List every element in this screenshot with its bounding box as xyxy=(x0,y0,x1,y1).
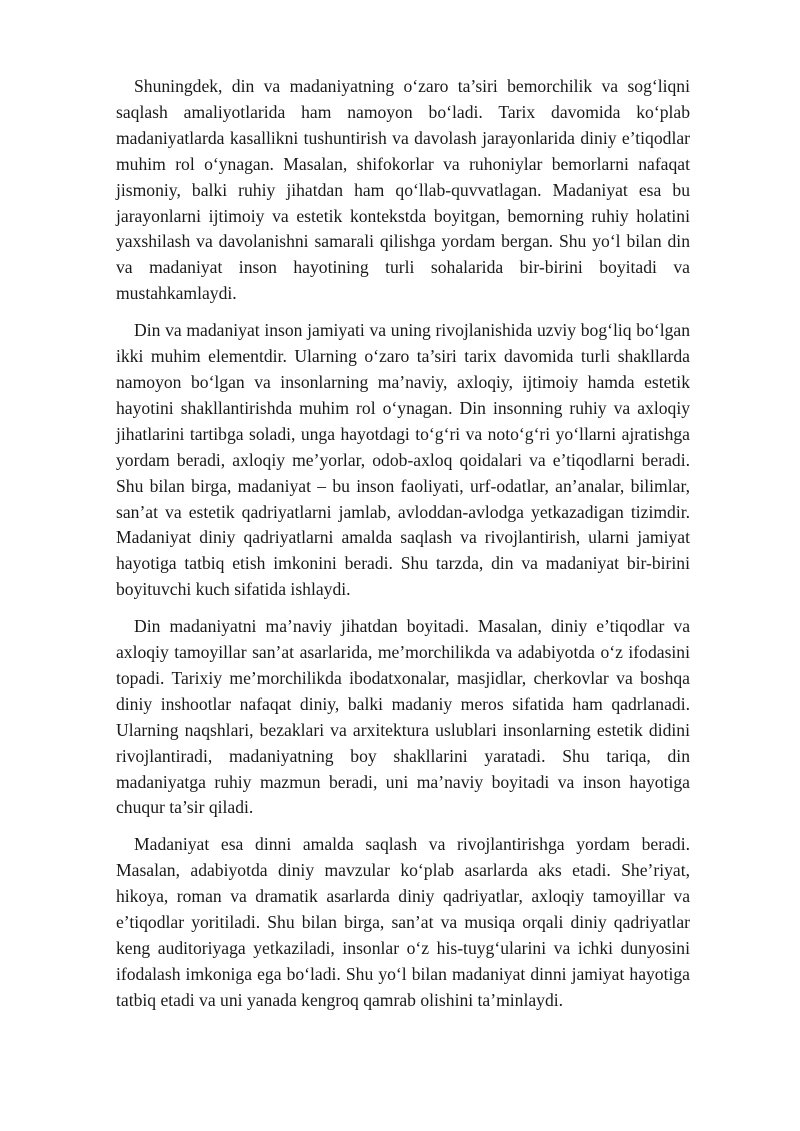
paragraph-4: Madaniyat esa dinni amalda saqlash va rivojlantirishga yordam beradi. Masalan, adabiyotda diniy mavzular ko‘plab asarlarda aks etadi. She’riyat, hikoya, roman va dramatik asarlarda diniy qadriyatlar, axloqiy tamoyillar va e’tiqodlar yoritiladi. Shu bilan birga, san’at va musiqa orqali diniy qadriyatlar keng auditoriyaga yetkaziladi, insonlar o‘z his-tuyg‘ularini va ichki dunyosini ifodalash imkoniga ega bo‘ladi. Shu yo‘l bilan madaniyat dinni jamiyat hayotiga tatbiq etadi va uni yanada kengroq qamrab olishini ta’minlaydi. xyxy=(116,834,690,1010)
paragraph-1: Shuningdek, din va madaniyatning o‘zaro ta’siri bemorchilik va sog‘liqni saqlash amaliyotlarida ham namoyon bo‘ladi. Tarix davomida ko‘plab madaniyatlarda kasallikni tushuntirish va davolash jarayonlarida diniy e’tiqodlar muhim rol o‘ynagan. Masalan, shifokorlar va ruhoniylar bemorlarni nafaqat jismoniy, balki ruhiy jihatdan ham qo‘llab-quvvatlagan. Madaniyat esa bu jarayonlarni ijtimoiy va estetik kontekstda boyitgan, bemorning ruhiy holatini yaxshilash va davolanishni samarali qilishga yordam bergan. Shu yo‘l bilan din va madaniyat inson hayotining turli sohalarida bir-birini boyitadi va mustahkamlaydi. xyxy=(116,76,690,304)
document-page xyxy=(116,74,690,1025)
paragraph-3: Din madaniyatni ma’naviy jihatdan boyitadi. Masalan, diniy e’tiqodlar va axloqiy tamoyillar san’at asarlarida, me’morchilikda va adabiyotda o‘z ifodasini topadi. Tarixiy me’morchilikda ibodatxonalar, masjidlar, cherkovlar va boshqa diniy inshootlar nafaqat diniy, balki madaniy meros sifatida ham qadrlanadi. Ularning naqshlari, bezaklari va arxitektura uslublari insonlarning estetik didini rivojlantiradi, madaniyatning boy shakllarini yaratadi. Shu tariqa, din madaniyatga ruhiy mazmun beradi, uni ma’naviy boyitadi va inson hayotiga chuqur ta’sir qiladi. xyxy=(116,616,690,818)
paragraph-2: Din va madaniyat inson jamiyati va uning rivojlanishida uzviy bog‘liq bo‘lgan ikki muhim elementdir. Ularning o‘zaro ta’siri tarix davomida turli shakllarda namoyon bo‘lgan va insonlarning ma’naviy, axloqiy, ijtimoiy hamda estetik hayotini shakllantirishda muhim rol o‘ynagan. Din insonning ruhiy va axloqiy jihatlarini tartibga soladi, unga hayotdagi to‘g‘ri va noto‘g‘ri yo‘llarni ajratishga yordam beradi, axloqiy me’yorlar, odob-axloq qoidalari va e’tiqodlarni beradi. Shu bilan birga, madaniyat – bu inson faoliyati, urf-odatlar, an’analar, bilimlar, san’at va estetik qadriyatlarni jamlab, avloddan-avlodga yetkazadigan tizimdir. Madaniyat diniy qadriyatlarni amalda saqlash va rivojlantirish, ularni jamiyat hayotiga tatbiq etish imkonini beradi. Shu tarzda, din va madaniyat bir-birini boyituvchi kuch sifatida ishlaydi. xyxy=(116,320,690,600)
